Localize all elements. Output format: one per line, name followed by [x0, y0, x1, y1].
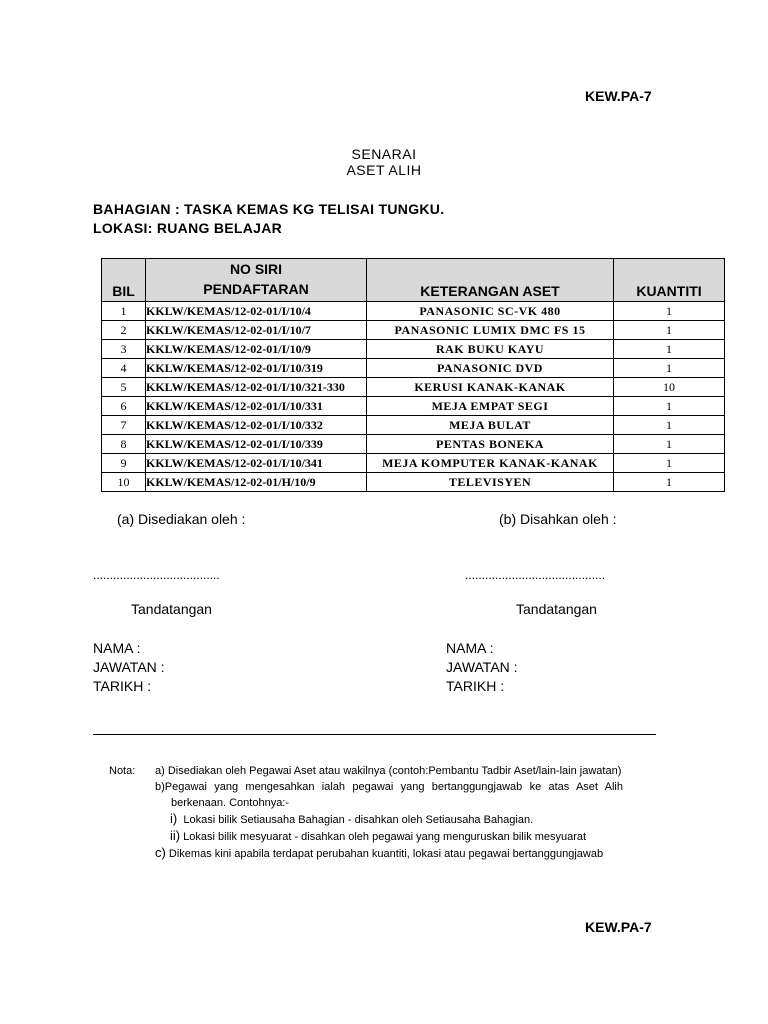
row-no-siri: KKLW/KEMAS/12-02-01/I/10/332	[146, 416, 367, 435]
prepared-by-heading: (a) Disediakan oleh :	[117, 511, 246, 527]
title-line-2: ASET ALIH	[346, 162, 422, 178]
row-keterangan: RAK BUKU KAYU	[367, 340, 614, 359]
table-row	[102, 454, 725, 473]
nota-c-number: c)	[155, 845, 166, 860]
nota-b-line1: b)Pegawai yang mengesahkan ialah pegawai yang bertanggungjawab ke atas Aset Alih	[155, 781, 623, 793]
nota-ii-number: ii)	[170, 828, 181, 843]
header-kuantiti: KUANTITI	[614, 259, 725, 302]
header-keterangan: KETERANGAN ASET	[367, 259, 614, 302]
row-bil: 9	[102, 454, 146, 473]
row-keterangan: PANASONIC SC-VK 480	[367, 302, 614, 321]
row-bil: 8	[102, 435, 146, 454]
approved-signature-line: ..........................................	[465, 568, 606, 582]
nota-c	[155, 845, 603, 862]
row-kuantiti: 10	[614, 378, 725, 397]
row-keterangan: PANASONIC DVD	[367, 359, 614, 378]
prepared-jawatan-label: JAWATAN :	[93, 659, 165, 675]
lokasi-line: LOKASI: RUANG BELAJAR	[93, 220, 283, 236]
row-kuantiti: 1	[614, 416, 725, 435]
row-kuantiti: 1	[614, 454, 725, 473]
prepared-signature-label: Tandatangan	[131, 601, 212, 617]
nota-ii	[170, 828, 586, 845]
row-keterangan: PANASONIC LUMIX DMC FS 15	[367, 321, 614, 340]
prepared-nama-label: NAMA :	[93, 640, 141, 656]
table-row	[102, 378, 725, 397]
row-kuantiti: 1	[614, 359, 725, 378]
nota-i-text: Lokasi bilik Setiausaha Bahagian - disahkan oleh Setiausaha Bahagian.	[183, 814, 534, 826]
asset-table	[101, 258, 725, 492]
nota-label: Nota:	[109, 765, 136, 777]
prepared-signature-line: ......................................	[93, 568, 220, 582]
approved-nama-label: NAMA :	[446, 640, 494, 656]
nota-ii-text: Lokasi bilik mesyuarat - disahkan oleh pegawai yang menguruskan bilik mesyuarat	[183, 831, 587, 843]
row-bil: 4	[102, 359, 146, 378]
approved-tarikh-label: TARIKH :	[446, 678, 505, 694]
header-bil: BIL	[102, 259, 146, 302]
row-kuantiti: 1	[614, 435, 725, 454]
row-kuantiti: 1	[614, 340, 725, 359]
table-row	[102, 302, 725, 321]
nota-a: a) Disediakan oleh Pegawai Aset atau wakilnya (contoh:Pembantu Tadbir Aset/lain-lain jawatan)	[155, 765, 622, 777]
form-code-bottom: KEW.PA-7	[585, 919, 652, 935]
table-header-row	[102, 259, 725, 302]
form-code-top: KEW.PA-7	[585, 88, 652, 104]
row-bil: 1	[102, 302, 146, 321]
row-bil: 6	[102, 397, 146, 416]
row-no-siri: KKLW/KEMAS/12-02-01/I/10/9	[146, 340, 367, 359]
row-keterangan: TELEVISYEN	[367, 473, 614, 492]
approved-signature-label: Tandatangan	[516, 601, 597, 617]
table-row	[102, 416, 725, 435]
row-no-siri: KKLW/KEMAS/12-02-01/H/10/9	[146, 473, 367, 492]
row-bil: 3	[102, 340, 146, 359]
title-line-1: SENARAI	[351, 146, 417, 162]
nota-i	[170, 811, 533, 828]
row-keterangan: MEJA EMPAT SEGI	[367, 397, 614, 416]
row-keterangan: MEJA BULAT	[367, 416, 614, 435]
table-row	[102, 473, 725, 492]
divider-rule	[93, 734, 656, 735]
table-row	[102, 435, 725, 454]
row-bil: 10	[102, 473, 146, 492]
header-no-siri	[146, 259, 367, 302]
row-kuantiti: 1	[614, 397, 725, 416]
row-no-siri: KKLW/KEMAS/12-02-01/I/10/339	[146, 435, 367, 454]
nota-c-text: Dikemas kini apabila terdapat perubahan kuantiti, lokasi atau pegawai bertanggungjawab	[168, 848, 604, 860]
approved-by-heading: (b) Disahkan oleh :	[499, 511, 617, 527]
table-row	[102, 359, 725, 378]
bahagian-line: BAHAGIAN : TASKA KEMAS KG TELISAI TUNGKU.	[93, 201, 445, 217]
nota-b-line2: berkenaan. Contohnya:-	[171, 797, 290, 809]
row-kuantiti: 1	[614, 302, 725, 321]
row-no-siri: KKLW/KEMAS/12-02-01/I/10/341	[146, 454, 367, 473]
row-no-siri: KKLW/KEMAS/12-02-01/I/10/321-330	[146, 378, 367, 397]
nota-i-number: i)	[170, 811, 178, 826]
row-no-siri: KKLW/KEMAS/12-02-01/I/10/319	[146, 359, 367, 378]
row-no-siri: KKLW/KEMAS/12-02-01/I/10/331	[146, 397, 367, 416]
row-keterangan: MEJA KOMPUTER KANAK-KANAK	[367, 454, 614, 473]
header-no-siri-line2: PENDAFTARAN	[203, 281, 309, 297]
table-row	[102, 321, 725, 340]
row-bil: 5	[102, 378, 146, 397]
row-bil: 2	[102, 321, 146, 340]
table-row	[102, 340, 725, 359]
row-keterangan: KERUSI KANAK-KANAK	[367, 378, 614, 397]
table-row	[102, 397, 725, 416]
row-no-siri: KKLW/KEMAS/12-02-01/I/10/7	[146, 321, 367, 340]
row-kuantiti: 1	[614, 473, 725, 492]
row-bil: 7	[102, 416, 146, 435]
approved-jawatan-label: JAWATAN :	[446, 659, 518, 675]
prepared-tarikh-label: TARIKH :	[93, 678, 152, 694]
row-keterangan: PENTAS BONEKA	[367, 435, 614, 454]
header-no-siri-line1: NO SIRI	[229, 261, 283, 277]
row-kuantiti: 1	[614, 321, 725, 340]
row-no-siri: KKLW/KEMAS/12-02-01/I/10/4	[146, 302, 367, 321]
